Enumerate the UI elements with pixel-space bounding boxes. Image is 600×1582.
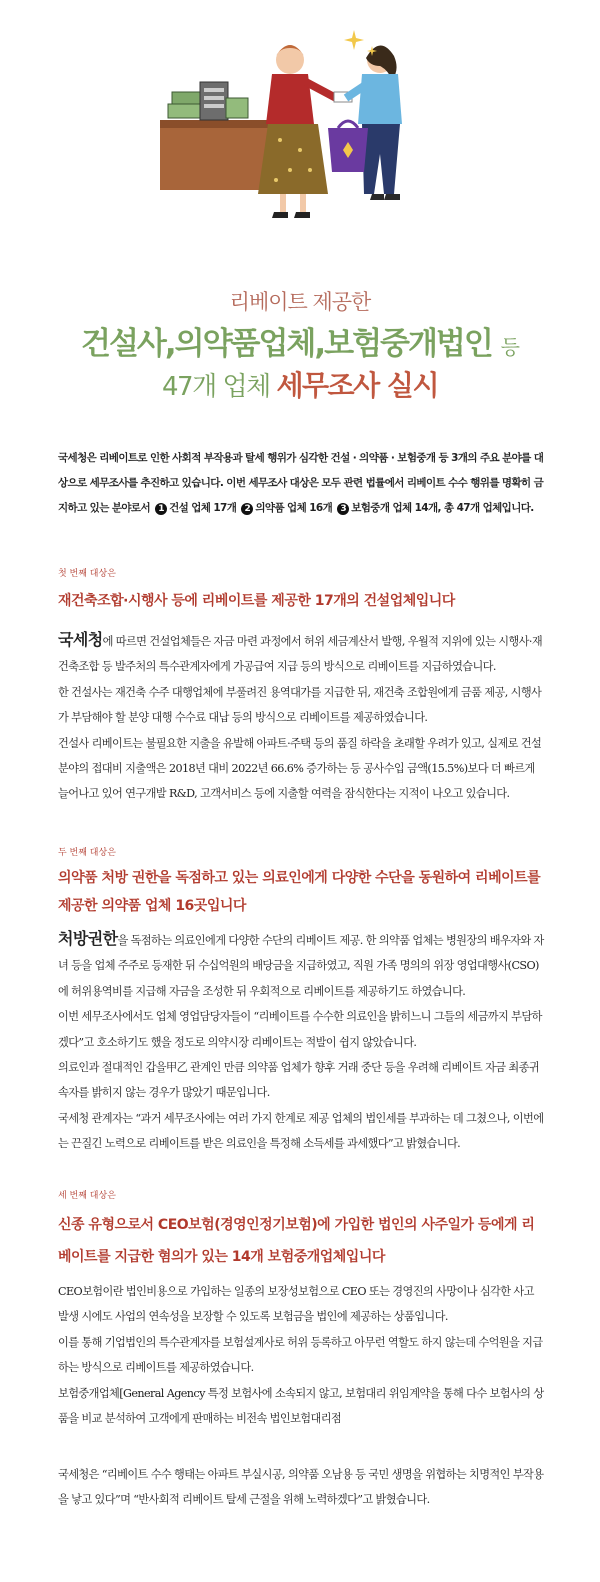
paragraph: 보험중개업체[General Agency 특정 보험사에 소속되지 않고, 보험대리 위임계약을 통해 다수 보험사의 상품을 비교 분석하여 고객에게 판매하는 비전속 법인보험대리점 (58, 1386, 544, 1426)
hero-title-main: 건설사,의약품업체,보험중개법인 (81, 326, 492, 362)
section-label: 첫 번째 대상은 (58, 569, 116, 579)
paragraph: 이를 통해 기업법인의 특수관계자를 보험설계사로 허위 등록하고 아무런 역할도 하지 않는데 수억원을 지급하는 방식으로 리베이트를 제공하였습니다. (58, 1335, 543, 1375)
paragraph: 을 독점하는 의료인에게 다양한 수단의 리베이트 제공. 한 의약품 업체는 병원장의 배우자와 자녀 등을 업체 주주로 등재한 뒤 수십억원의 배당금을 지급하였고, 직원 가족 명의의 위장 영업대행사(CSO)에 허위용역비를 지급해 자금을 조성한 뒤 우회적으로 리베이트를 제공하기도 하였습니다. (58, 934, 544, 998)
drop-word: 국세청 (58, 630, 103, 649)
sparkle-icon (344, 30, 377, 56)
gift-bag-icon (328, 121, 368, 172)
section-label: 세 번째 대상은 (58, 1191, 116, 1201)
paragraph: 의료인과 절대적인 갑을甲乙 관계인 만큼 의약품 업체가 향후 거래 중단 등을 우려해 리베이트 자금 최종귀속자를 밝히지 않는 경우가 많았기 때문입니다. (58, 1061, 540, 1100)
section-heading: 재건축조합·시행사 등에 리베이트를 제공한 17개의 건설업체입니다 (58, 593, 455, 609)
drop-word: 처방권한 (58, 929, 118, 948)
section-pharma (58, 845, 546, 1157)
paragraph: 에 따르면 건설업체들은 자금 마련 과정에서 허위 세금계산서 발행, 우월적 지위에 있는 시행사·재건축조합 등 발주처의 특수관계자에게 가공급여 지급 등의 방식으로 리베이트를 지급하였습니다. (58, 635, 543, 674)
intro-text: 국세청은 리베이트로 인한 사회적 부작용과 탈세 행위가 심각한 건설 · 의약품 · 보험중개 등 3개의 주요 분야를 대상으로 세무조사를 추진하고 있습니다. 이번 세무조사 대상은 모두 관련 법률에서 리베이트 수수 행위를 명확히 금지하고 있는 분야로서 (58, 452, 544, 514)
section-body (58, 1279, 546, 1431)
number-badge-1: 1 (155, 503, 167, 515)
section-heading: 의약품 처방 권한을 독점하고 있는 의료인에게 다양한 수단을 동원하여 리베이트를 제공한 의약품 업체 16곳입니다 (58, 870, 541, 914)
section-body (58, 627, 546, 807)
section-label: 두 번째 대상은 (58, 848, 116, 858)
intro-item-2: 의약품 업체 16개 (255, 502, 333, 514)
intro-item-1: 건설 업체 17개 (169, 502, 237, 514)
paragraph: 한 건설사는 재건축 수주 대행업체에 부풀려진 용역대가를 지급한 뒤, 재건축 조합원에게 금품 제공, 시행사가 부담해야 할 분양 대행 수수료 대납 등의 방식으로 리베이트를 제공하였습니다. (58, 685, 542, 725)
hero-title2-highlight: 세무조사 실시 (276, 369, 438, 402)
woman-receiving-figure (258, 45, 336, 218)
number-badge-2: 2 (241, 503, 253, 515)
hero-title2-main: 47개 업체 (161, 372, 270, 402)
section-construction (58, 566, 546, 807)
desk (160, 120, 270, 190)
hero-title (0, 318, 600, 363)
paragraph: 건설사 리베이트는 불필요한 지출을 유발해 아파트·주택 등의 품질 하락을 초래할 우려가 있고, 실제로 건설 분야의 접대비 지출액은 2018년 대비 2022년 66.6% 증가하는 등 공사수입 금액(15.5%)보다 더 빠르게 늘어나고 있어 연구개발 R&D, 고객서비스 등에 지출할 여력을 잠식한다는 지적이 나오고 있습니다. (58, 736, 542, 801)
closing-paragraph: 국세청은 “리베이트 수수 행태는 아파트 부실시공, 의약품 오남용 등 국민 생명을 위협하는 치명적인 부작용을 낳고 있다”며 “반사회적 리베이트 탈세 근절을 위해 노력하겠다”고 밝혔습니다. (58, 1468, 544, 1507)
hero-subtitle: 리베이트 제공한 (229, 290, 371, 314)
intro-paragraph (58, 446, 546, 521)
number-badge-3: 3 (337, 503, 349, 515)
section-body (58, 926, 546, 1157)
money-stack-icon (168, 82, 248, 120)
paragraph: CEO보험이란 법인비용으로 가입하는 일종의 보장성보험으로 CEO 또는 경영진의 사망이나 심각한 사고 발생 시에도 사업의 연속성을 보장할 수 있도록 보험금을 법인에 제공하는 상품입니다. (58, 1285, 534, 1324)
rebate-illustration (140, 20, 460, 235)
section-heading: 신종 유형으로서 CEO보험(경영인정기보험)에 가입한 법인의 사주일가 등에게 리베이트를 지급한 혐의가 있는 14개 보험중개업체입니다 (58, 1217, 535, 1265)
paragraph: 이번 세무조사에서도 업체 영업담당자들이 “리베이트를 수수한 의료인을 밝히느니 그들의 세금까지 부담하겠다”고 호소하기도 했을 정도로 의약시장 리베이트는 적발이 쉽지 않았습니다. (58, 1010, 542, 1049)
intro-item-3: 보험중개 업체 14개, 총 47개 업체입니다. (351, 502, 534, 514)
hero-title-line2 (0, 364, 600, 404)
section-insurance (58, 1188, 546, 1431)
paragraph: 국세청 관계자는 “과거 세무조사에는 여러 가지 한계로 제공 업체의 법인세를 부과하는 데 그쳤으나, 이번에는 끈질긴 노력으로 리베이트를 받은 의료인을 특정해 소득세를 과세했다”고 밝혔습니다. (58, 1111, 544, 1151)
hero-title-suffix: 등 (500, 335, 519, 359)
